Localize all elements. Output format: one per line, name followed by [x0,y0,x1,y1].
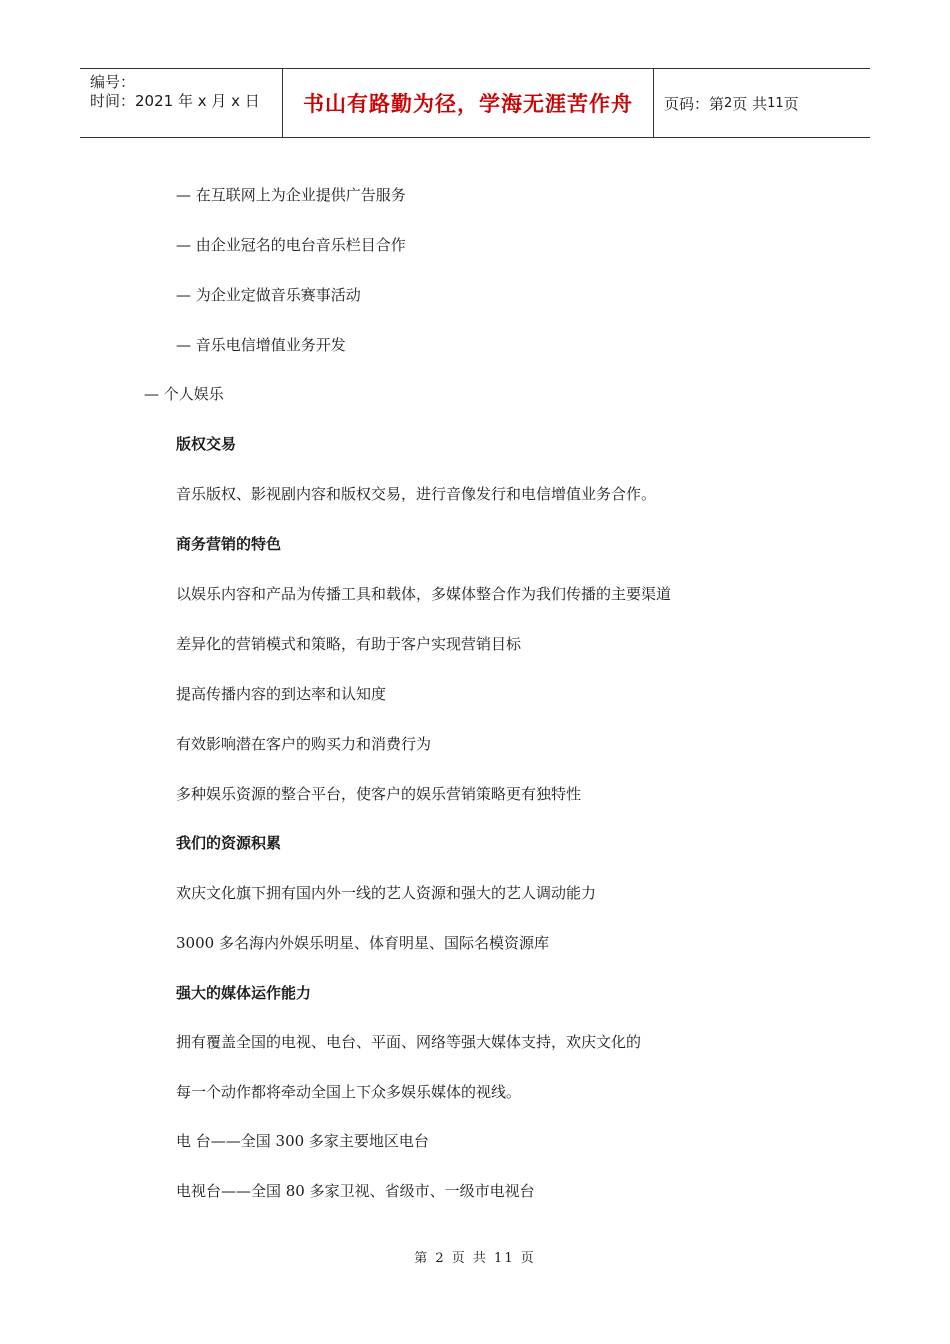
paragraph: 提高传播内容的到达率和认知度 [176,685,387,703]
header-page-info [654,69,870,137]
paragraph: 电视台——全国 80 多家卫视、省级市、一级市电视台 [176,1182,535,1200]
paragraph: 拥有覆盖全国的电视、电台、平面、网络等强大媒体支持，欢庆文化的 [176,1033,642,1051]
paragraph: 3000 多名海内外娱乐明星、体育明星、国际名模资源库 [176,934,549,952]
paragraph: 有效影响潜在客户的购买力和消费行为 [176,735,432,753]
list-item: — 在互联网上为企业提供广告服务 [176,186,406,204]
paragraph: 欢庆文化旗下拥有国内外一线的艺人资源和强大的艺人调动能力 [176,884,597,902]
page-number: 2 [724,95,733,111]
list-item: — 由企业冠名的电台音乐栏目合作 [176,236,406,254]
list-item: — 音乐电信增值业务开发 [176,336,346,354]
paragraph: 每一个动作都将牵动全国上下众多娱乐媒体的视线。 [176,1083,522,1101]
page-footer: 第 2 页 共 11 页 [414,1251,536,1266]
section-heading: 我们的资源积累 [176,834,282,852]
paragraph: 电 台——全国 300 多家主要地区电台 [176,1132,429,1150]
page-header [80,68,870,138]
paragraph: 多种娱乐资源的整合平台，使客户的娱乐营销策略更有独特性 [176,785,582,803]
header-meta [80,69,282,137]
page-total: 11 [767,95,784,111]
page-prefix: 页码：第 [664,94,725,113]
paragraph: 音乐版权、影视剧内容和版权交易，进行音像发行和电信增值业务合作。 [176,485,657,503]
header-motto-cell [282,69,654,137]
section-heading: 强大的媒体运作能力 [176,984,312,1002]
list-item: — 个人娱乐 [144,385,224,403]
paragraph: 以娱乐内容和产品为传播工具和载体，多媒体整合作为我们传播的主要渠道 [176,585,672,603]
motto: 书山有路勤为径，学海无涯苦作舟 [303,91,633,116]
date-label: 时间：2021 年 x 月 x 日 [90,92,260,110]
serial-label: 编号： [90,73,136,91]
page-mid: 页 共 [732,94,768,113]
page-suffix: 页 [783,94,799,113]
section-heading: 版权交易 [176,435,237,453]
paragraph: 差异化的营销模式和策略，有助于客户实现营销目标 [176,635,522,653]
section-heading: 商务营销的特色 [176,535,282,553]
list-item: — 为企业定做音乐赛事活动 [176,286,361,304]
